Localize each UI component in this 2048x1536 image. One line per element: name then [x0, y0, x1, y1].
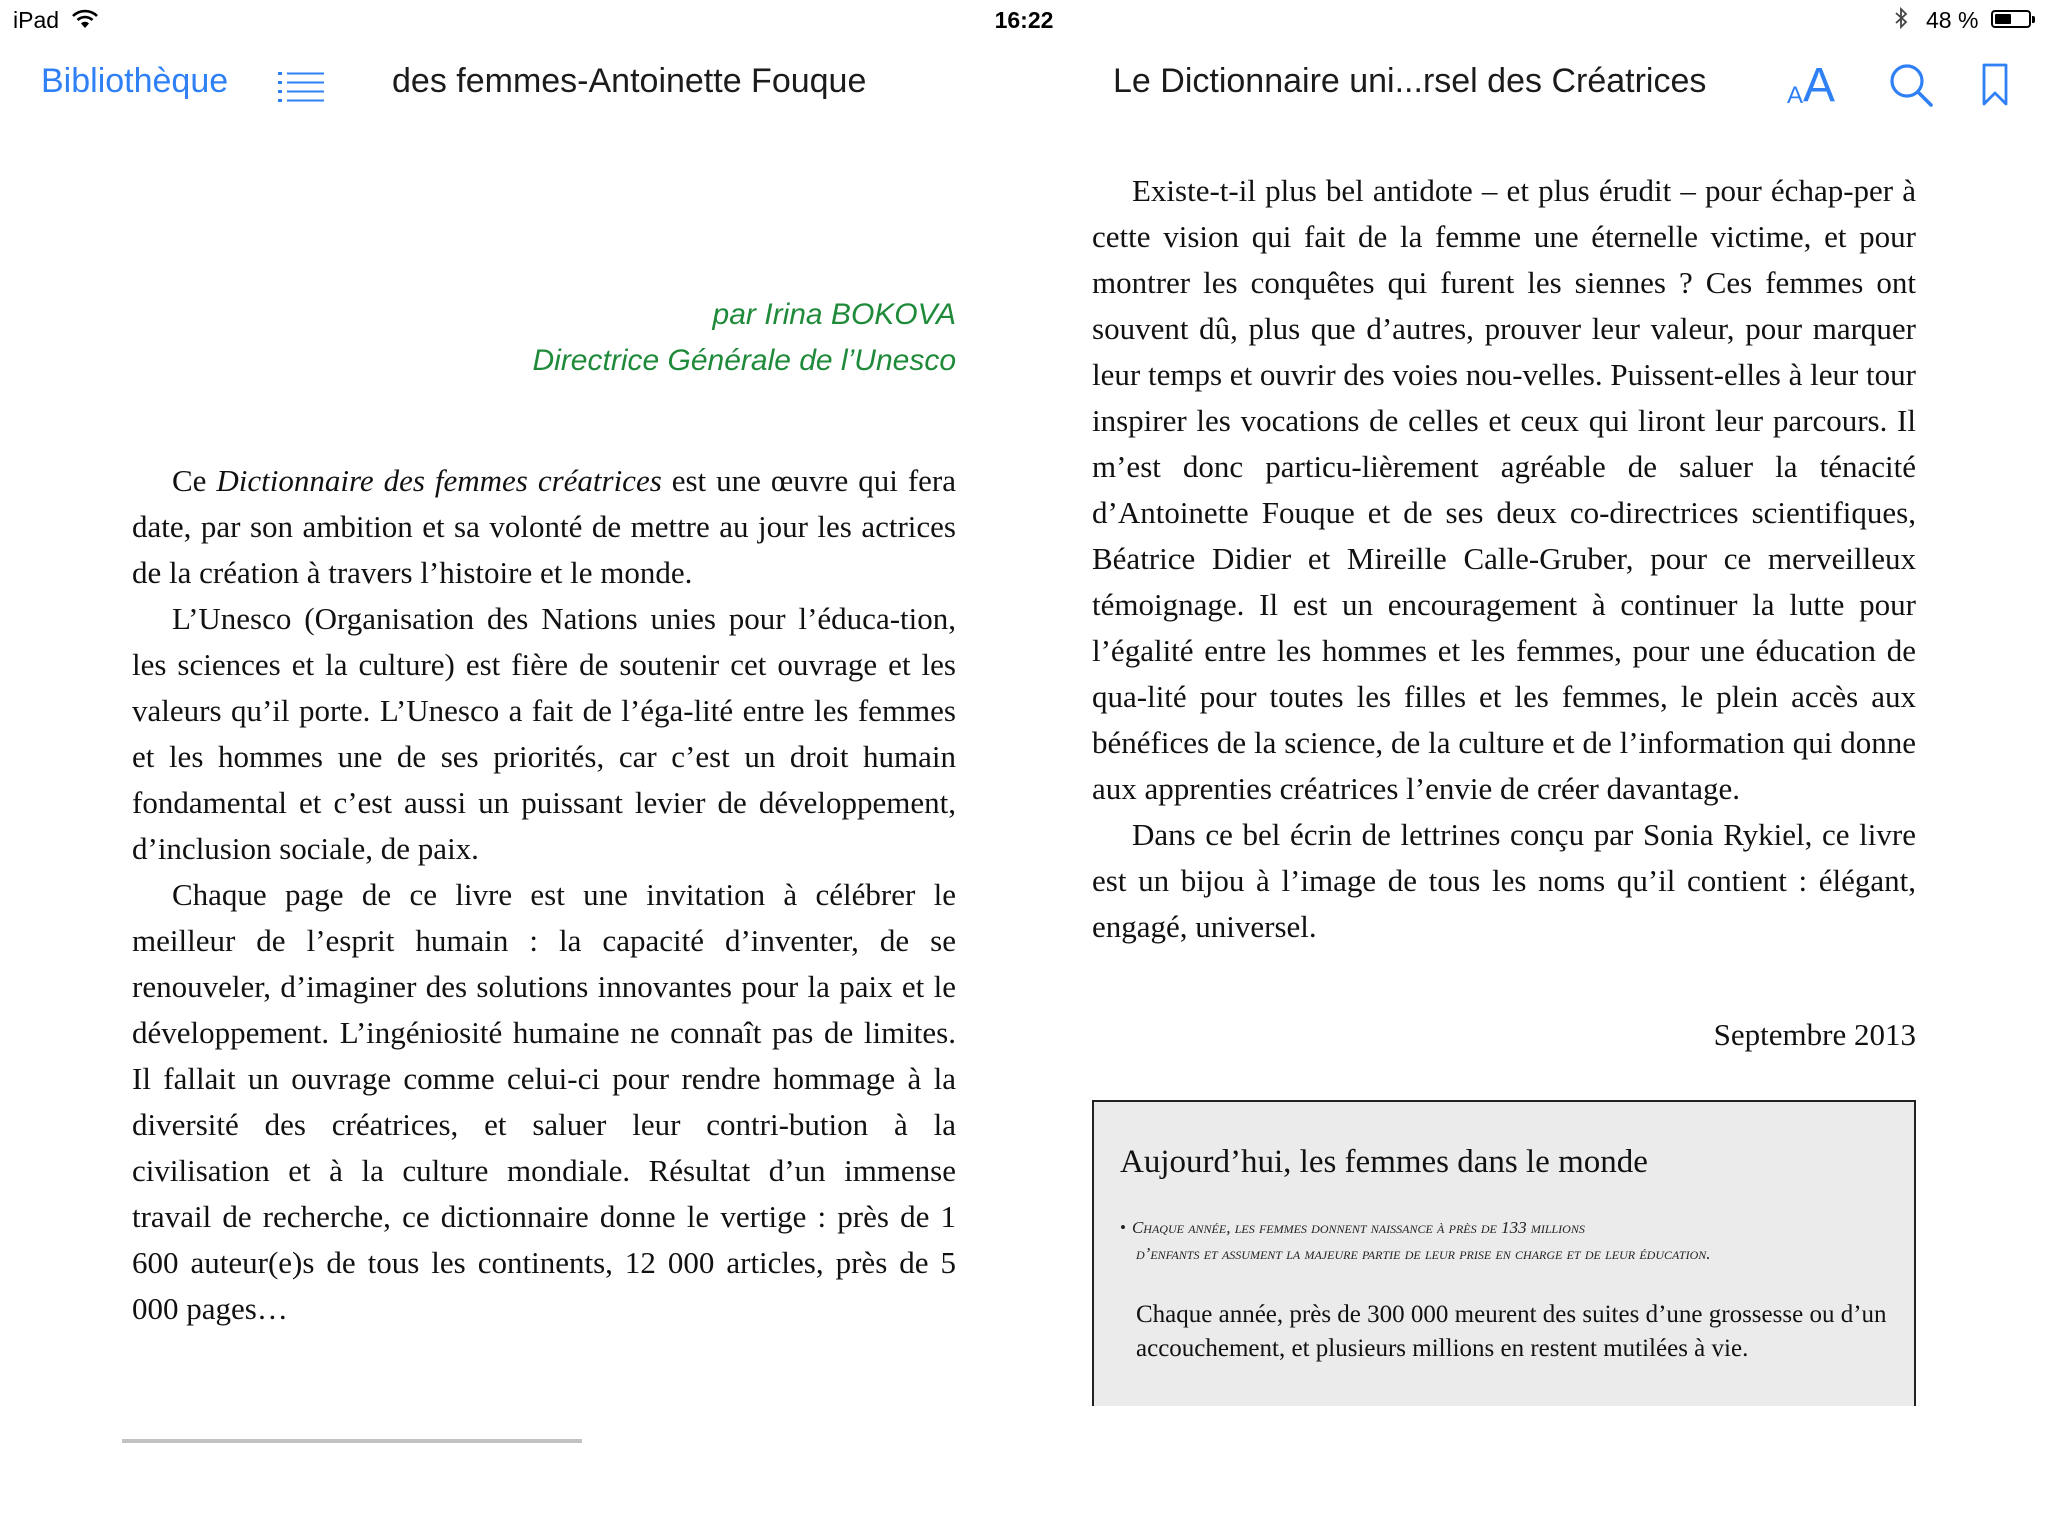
paragraph: L’Unesco (Organisation des Nations unies pour l’éduca-tion, les sciences et la culture) est fière de soutenir cet ouvrage et les valeurs qu’il porte. L’Unesco a fait de l’éga-lité entre les femmes et les hommes une de ses priorités, car c’est un droit humain fondamental et c’est aussi un puissant levier de développement, d’inclusion sociale, de paix.: [132, 601, 956, 866]
info-box-body: Chaque année, près de 300 000 meurent des suites d’une grossesse ou d’un accouchement, et plusieurs millions en restent mutilées à vie.: [1136, 1301, 1887, 1362]
list-icon[interactable]: [278, 70, 324, 102]
reading-progress-bar: [122, 1439, 582, 1443]
font-size-icon[interactable]: [1787, 58, 1847, 112]
letter-date: Septembre 2013: [1713, 1017, 1916, 1052]
left-page-text: [132, 458, 956, 1332]
right-page-text: [1092, 168, 1916, 950]
battery-level: [1995, 14, 2011, 24]
info-box: [1092, 1100, 1916, 1406]
font-small-glyph: A: [1787, 82, 1804, 109]
bluetooth-icon: [1893, 6, 1909, 30]
bookmark-icon[interactable]: [1978, 62, 2012, 108]
clock: 16:22: [994, 7, 1054, 33]
book-title: des femmes-Antoinette Fouque: [392, 62, 867, 100]
paragraph: Ce Dictionnaire des femmes créatrices est une œuvre qui fera date, par son ambition et sa volonté de mettre au jour les actrices de la création à travers l’histoire et le monde.: [132, 463, 956, 590]
info-box-bullet: • Chaque année, les femmes donnent naissance à près de 133 millions d’enfants et assument la majeure partie de leur prise en charge et de leur éducation.: [1120, 1218, 1711, 1263]
status-bar: [0, 0, 2048, 40]
paragraph: Dans ce bel écrin de lettrines conçu par Sonia Rykiel, ce livre est un bijou à l’image de tous les noms qu’il contient : élégant, engagé, universel.: [1092, 817, 1916, 944]
device-name: iPad: [13, 7, 60, 33]
info-box-heading: Aujourd’hui, les femmes dans le monde: [1120, 1144, 1648, 1180]
paragraph: Chaque page de ce livre est une invitation à célébrer le meilleur de l’esprit humain : la capacité d’inventer, de se renouveler, d’imaginer des solutions innovantes pour la paix et le développement. L’ingéniosité humaine ne connaît pas de limites. Il fallait un ouvrage comme celui-ci pour rendre hommage à la diversité des créatrices, et saluer leur contri-bution à la civilisation et à la culture mondiale. Résultat d’un immense travail de recherche, ce dictionnaire donne le vertige : près de 1 600 auteur(e)s de tous les continents, 12 000 articles, près de 5 000 pages…: [132, 877, 956, 1326]
search-icon[interactable]: [1888, 62, 1934, 108]
byline-author: par Irina BOKOVA: [712, 298, 956, 331]
library-button[interactable]: Bibliothèque: [41, 62, 229, 100]
byline-role: Directrice Générale de l’Unesco: [532, 344, 956, 377]
battery-icon: [1991, 10, 2031, 28]
battery-percent: 48 %: [1926, 7, 1979, 33]
paragraph: Existe-t-il plus bel antidote – et plus érudit – pour échap-per à cette vision qui fait de la femme une éternelle victime, et pour montrer les conquêtes qui furent les siennes ? Ces femmes ont souvent dû, plus que d’autres, prouver leur valeur, pour marquer leur temps et ouvrir des voies nou-velles. Puissent-elles à leur tour inspirer les vocations de celles et ceux qui liront leur parcours. Il m’est donc particu-lièrement agréable de saluer la ténacité d’Antoinette Fouque et de ses deux co-directrices scientifiques, Béatrice Didier et Mireille Calle-Gruber, pour ce merveilleux témoignage. Il est un encouragement à continuer la lutte pour l’égalité entre les hommes et les femmes, pour une éducation de qua-lité pour toutes les filles et les femmes, le plein accès aux bénéfices de la science, de la culture et de l’information qui donne aux apprenties créatrices l’envie de créer davantage.: [1092, 173, 1916, 806]
reader-toolbar: [0, 52, 2048, 118]
book-title-italic: Dictionnaire des femmes créatrices: [216, 463, 662, 498]
font-large-glyph: A: [1803, 59, 1836, 112]
chapter-title: Le Dictionnaire uni...rsel des Créatrices: [1113, 62, 1707, 100]
